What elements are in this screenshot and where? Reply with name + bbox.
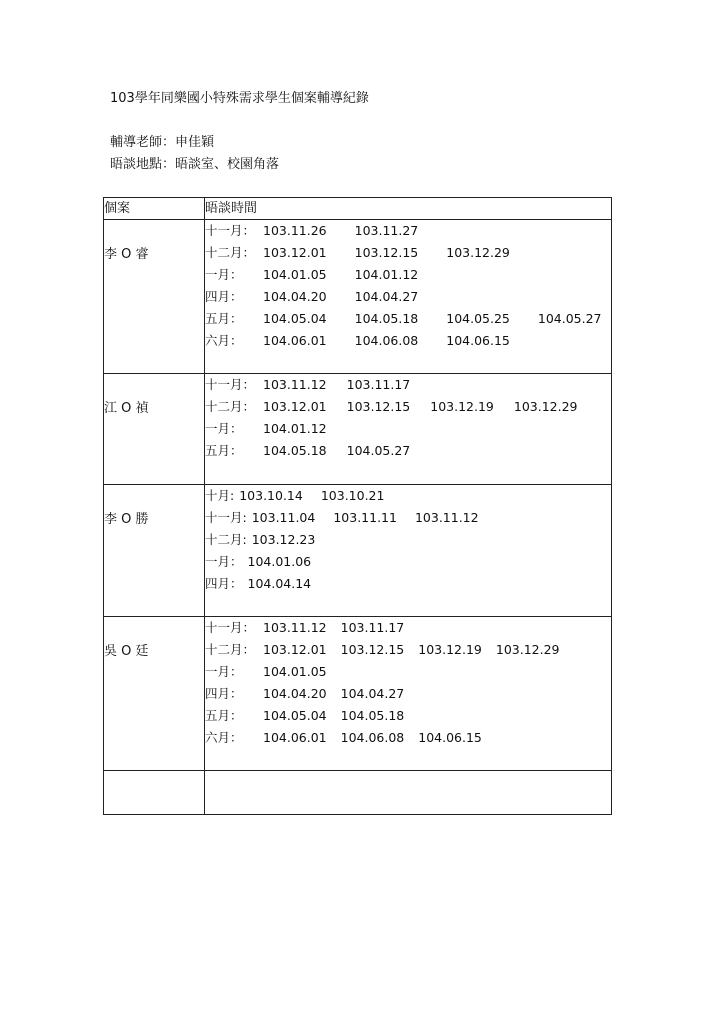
session-date: 104.06.01 (263, 730, 327, 745)
session-date: 103.11.12 (414, 510, 479, 525)
dates-cell (205, 220, 612, 374)
date-line (205, 440, 611, 462)
month-label: 十二月： (205, 399, 256, 414)
session-date: 104.06.15 (446, 333, 510, 348)
session-date: 103.11.04 (251, 510, 316, 525)
session-date: 103.11.26 (263, 223, 327, 238)
month-label: 六月： (205, 333, 243, 348)
date-line (205, 308, 611, 330)
student-name: 李 O 睿 (104, 247, 149, 262)
month-label: 五月： (205, 443, 243, 458)
session-date: 103.10.14 (239, 488, 303, 503)
month-label: 十一月： (205, 620, 256, 635)
dates-cell (205, 617, 612, 771)
table-row (104, 485, 612, 617)
header-time: 晤談時間 (205, 198, 612, 220)
month-label: 十月: (205, 488, 235, 503)
session-date: 103.12.29 (446, 245, 510, 260)
date-line (205, 264, 611, 286)
document-title: 103學年同樂國小特殊需求學生個案輔導紀錄 (110, 91, 369, 106)
date-line (205, 374, 611, 396)
month-label: 四月： (205, 576, 243, 591)
session-date: 103.12.29 (513, 399, 578, 414)
session-date: 103.12.15 (346, 399, 411, 414)
session-date: 103.12.15 (354, 245, 419, 260)
session-date: 103.11.27 (354, 223, 419, 238)
month-label: 四月： (205, 289, 243, 304)
session-date: 104.05.25 (446, 311, 510, 326)
month-label: 一月： (205, 664, 243, 679)
session-date: 104.04.27 (340, 686, 405, 701)
date-line (205, 705, 611, 727)
month-label: 一月： (205, 421, 243, 436)
session-date: 103.12.23 (251, 532, 316, 547)
session-date: 104.05.18 (340, 708, 405, 723)
session-date: 104.01.06 (247, 554, 312, 569)
session-date: 103.11.11 (333, 510, 397, 525)
date-line (205, 330, 611, 352)
session-date: 104.05.27 (346, 443, 411, 458)
location-line: 晤談地點：晤談室、校園角落 (110, 157, 280, 172)
session-date: 104.05.04 (263, 311, 327, 326)
date-line (205, 286, 611, 308)
session-date: 104.04.20 (263, 289, 327, 304)
session-date: 104.01.05 (263, 267, 327, 282)
student-name-cell (104, 374, 205, 485)
date-line (205, 573, 611, 595)
student-name: 李 O 勝 (104, 512, 149, 527)
month-label: 十一月： (205, 377, 256, 392)
student-name: 江 O 禎 (104, 401, 149, 416)
month-label: 十二月: (205, 532, 247, 547)
session-date: 104.06.01 (263, 333, 327, 348)
date-line (205, 529, 611, 551)
session-date: 104.01.12 (354, 267, 419, 282)
session-date: 103.11.17 (346, 377, 411, 392)
month-label: 四月： (205, 686, 243, 701)
dates-cell (205, 485, 612, 617)
session-date: 103.10.21 (320, 488, 385, 503)
session-date: 104.06.08 (354, 333, 419, 348)
date-line (205, 617, 611, 639)
month-label: 十二月： (205, 245, 256, 260)
table-row (104, 617, 612, 771)
session-date: 103.11.12 (263, 620, 327, 635)
month-label: 十一月: (205, 510, 247, 525)
date-line (205, 396, 611, 418)
date-line (205, 639, 611, 661)
session-date: 103.12.01 (263, 642, 327, 657)
session-date: 104.04.27 (354, 289, 419, 304)
table-row (104, 374, 612, 485)
date-line (205, 683, 611, 705)
session-date: 103.12.01 (263, 399, 327, 414)
session-date: 104.05.18 (354, 311, 419, 326)
month-label: 一月： (205, 267, 243, 282)
month-label: 一月： (205, 554, 243, 569)
header-case: 個案 (104, 198, 205, 220)
student-name: 吳 O 廷 (104, 644, 149, 659)
session-date: 104.06.08 (340, 730, 405, 745)
dates-cell (205, 374, 612, 485)
session-date: 104.04.14 (247, 576, 312, 591)
empty-cell (205, 771, 612, 815)
session-date: 104.05.18 (263, 443, 327, 458)
student-name-cell (104, 617, 205, 771)
counseling-record-table (103, 197, 612, 815)
empty-row (104, 771, 612, 815)
month-label: 五月： (205, 708, 243, 723)
student-name-cell (104, 220, 205, 374)
month-label: 五月： (205, 311, 243, 326)
date-line (205, 242, 611, 264)
date-line (205, 220, 611, 242)
session-date: 103.12.19 (418, 642, 482, 657)
session-date: 103.12.15 (340, 642, 405, 657)
session-date: 104.01.12 (263, 421, 327, 436)
date-line (205, 661, 611, 683)
date-line (205, 418, 611, 440)
session-date: 103.12.19 (430, 399, 494, 414)
session-date: 104.06.15 (418, 730, 482, 745)
session-date: 104.05.04 (263, 708, 327, 723)
session-date: 103.12.29 (495, 642, 560, 657)
date-line (205, 727, 611, 749)
month-label: 六月： (205, 730, 243, 745)
date-line (205, 551, 611, 573)
session-date: 103.11.12 (263, 377, 327, 392)
session-date: 103.12.01 (263, 245, 327, 260)
table-header-row (104, 198, 612, 220)
session-date: 104.04.20 (263, 686, 327, 701)
table-row (104, 220, 612, 374)
date-line (205, 485, 611, 507)
date-line (205, 507, 611, 529)
empty-cell (104, 771, 205, 815)
month-label: 十二月： (205, 642, 256, 657)
session-date: 104.05.27 (537, 311, 602, 326)
teacher-line: 輔導老師：申佳穎 (110, 135, 215, 150)
month-label: 十一月： (205, 223, 256, 238)
session-date: 103.11.17 (340, 620, 405, 635)
student-name-cell (104, 485, 205, 617)
session-date: 104.01.05 (263, 664, 327, 679)
